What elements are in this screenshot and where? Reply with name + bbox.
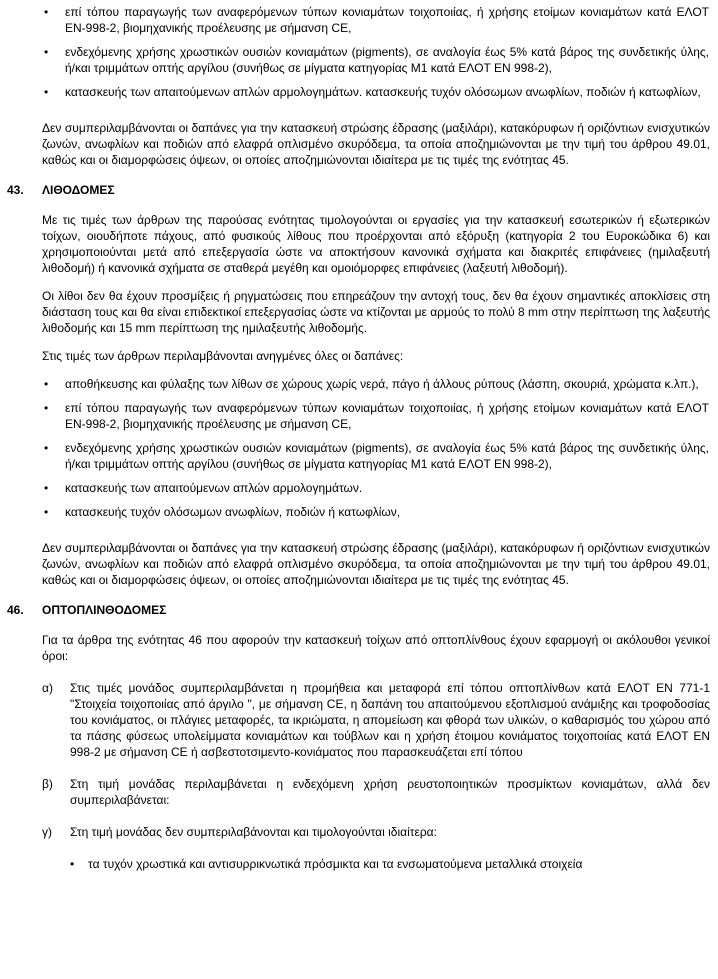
list-item-text: επί τόπου παραγωγής των αναφερόμενων τύπων κονιαμάτων τοιχοποιίας, ή χρήσης ετοίμων κονιαμάτων κατά ΕΛΟΤ ΕΝ-998-2, βιομηχανικής προέλευσης με σήμανση CE, bbox=[65, 401, 709, 431]
list-item bbox=[0, 440, 709, 472]
bullet-icon: • bbox=[44, 401, 49, 415]
list-item bbox=[0, 504, 709, 520]
exclusion-paragraph: Δεν συμπεριλαμβάνονται οι δαπάνες για την κατασκευή στρώσης έδρασης (μαξιλάρι), κατακόρυφων ή οριζόντιων ενισχυτικών ζωνών, ανωφλίων και ποδιών από ελαφρά οπλισμένο σκυρόδεμα, τα οποία αποζημιώνονται με την τιμή του άρθρου 49.01, καθώς και οι διαμορφώσεις όψεων, οι οποίες αποζημιώνονται ιδιαίτερα με τις τιμές της ενότητας 45. bbox=[42, 121, 710, 167]
paragraph: Για τα άρθρα της ενότητας 46 που αφορούν την κατασκευή τοίχων από οπτοπλίνθους έχουν εφαρμογή οι ακόλουθοι γενικοί όροι: bbox=[42, 633, 710, 663]
bullet-icon: • bbox=[44, 5, 49, 19]
list-item bbox=[0, 4, 709, 36]
bullet-icon: • bbox=[44, 377, 49, 391]
paragraph: Με τις τιμές των άρθρων της παρούσας ενότητας τιμολογούνται οι εργασίες για την κατασκευή εσωτερικών ή εξωτερικών τοίχων, οιουδήποτε πάχους, από φυσικούς λίθους που προέρχονται από εξόρυξη (κατηγορία 2 του Ευροκώδικα 6) και χρησιμοποιούνται μετά από επεξεργασία ώστε να αποκτήσουν κανονικά σχήματα και διακριτές επιφάνειες (ημιλαξευτή λιθοδομή) ή κανονικά σχήματα σε σταθερά μεγέθη και ομοιόμορφες επιφάνειες (λαξευτή λιθοδομή). bbox=[42, 213, 710, 275]
list-item bbox=[0, 400, 709, 432]
item-letter: α) bbox=[42, 681, 53, 695]
list-item-text: ενδεχόμενης χρήσης χρωστικών ουσιών κονιαμάτων (pigments), σε αναλογία έως 5% κατά βάρος της συνδετικής ύλης, ή/και τριμμάτων οπτής αργίλου (συνήθως σε μίγματα κατηγορίας Μ1 κατά ΕΛΟΤ ΕΝ 998-2), bbox=[65, 45, 709, 75]
sub-list-item bbox=[0, 856, 710, 872]
list-item bbox=[0, 44, 709, 76]
list-item-text: ενδεχόμενης χρήσης χρωστικών ουσιών κονιαμάτων (pigments), σε αναλογία έως 5% κατά βάρος της συνδετικής ύλης, ή/και τριμμάτων οπτής αργίλου (συνήθως σε μίγματα κατηγορίας Μ1 κατά ΕΛΟΤ ΕΝ 998-2), bbox=[65, 441, 709, 471]
bullet-icon: • bbox=[70, 857, 75, 871]
bullet-icon: • bbox=[44, 481, 49, 495]
section-number: 43. bbox=[7, 183, 24, 197]
item-text: Στη τιμή μονάδας δεν συμπεριλαβάνονται και τιμολογούνται ιδιαίτερα: bbox=[70, 825, 437, 839]
bullet-icon: • bbox=[44, 45, 49, 59]
list-item-text: κατασκευής των απαιτούμενων απλών αρμολογημάτων. bbox=[65, 481, 363, 495]
bullet-icon: • bbox=[44, 441, 49, 455]
list-item-text: τα τυχόν χρωστικά και αντισυρρικνωτικά πρόσμικτα και τα ενσωματούμενα μεταλλικά στοιχεία bbox=[88, 857, 583, 871]
section-number: 46. bbox=[7, 603, 24, 617]
bullet-icon: • bbox=[44, 505, 49, 519]
list-item bbox=[0, 480, 709, 496]
bullet-icon: • bbox=[44, 85, 49, 99]
list-item bbox=[0, 84, 709, 100]
item-text: Στη τιμή μονάδας περιλαμβάνεται η ενδεχόμενη χρήση ρευστοποιητικών προσμίκτων κονιαμάτων, αλλά δεν συμπεριλαβάνεται: bbox=[70, 777, 710, 807]
general-term-item bbox=[0, 824, 710, 840]
list-item-text: επί τόπου παραγωγής των αναφερόμενων τύπων κονιαμάτων τοιχοποιίας, ή χρήσης ετοίμων κονιαμάτων κατά ΕΛΟΤ ΕΝ-998-2, βιομηχανικής προέλευσης με σήμανση CE, bbox=[65, 5, 709, 35]
list-item-text: κατασκευής των απαιτούμενων απλών αρμολογημάτων. κατασκευής τυχόν ολόσωμων ανωφλίων, ποδιών ή κατωφλίων, bbox=[65, 85, 701, 99]
section-heading-43 bbox=[0, 182, 718, 198]
section-heading-46 bbox=[0, 602, 718, 618]
list-item-text: κατασκευής τυχόν ολόσωμων ανωφλίων, ποδιών ή κατωφλίων, bbox=[65, 505, 401, 519]
paragraph: Οι λίθοι δεν θα έχουν προσμίξεις ή ρηγματώσεις που επηρεάζουν την αντοχή τους, δεν θα έχουν σημαντικές αποκλίσεις στη διάσταση τους και θα είναι επιδεκτικοί επεξεργασίας ώστε να κτίζονται με αρμούς το πολύ 8 mm στην περίπτωση της λαξευτής λιθοδομής και 15 mm περίπτωση της ημιλαξευτής λιθοδομής. bbox=[42, 289, 711, 335]
item-letter: γ) bbox=[42, 825, 52, 839]
item-letter: β) bbox=[42, 777, 53, 791]
list-item-text: αποθήκευσης και φύλαξης των λίθων σε χώρους χωρίς νερά, πάγο ή άλλους ρύπους (λάσπη, σκουριά, χρώματα κ.λπ.), bbox=[65, 377, 699, 391]
section-title: ΟΠΤΟΠΛΙΝΘΟΔΟΜΕΣ bbox=[42, 603, 167, 617]
paragraph: Στις τιμές των άρθρων περιλαμβάνονται ανηγμένες όλες οι δαπάνες: bbox=[42, 349, 404, 363]
section-title: ΛΙΘΟΔΟΜΕΣ bbox=[42, 183, 115, 197]
general-term-item bbox=[0, 680, 710, 760]
exclusion-paragraph: Δεν συμπεριλαμβάνονται οι δαπάνες για την κατασκευή στρώσης έδρασης (μαξιλάρι), κατακόρυφων ή οριζόντιων ενισχυτικών ζωνών, ανωφλίων και ποδιών από ελαφρά οπλισμένο σκυρόδεμα, τα οποία αποζημιώνονται με την τιμή του άρθρου 49.01, καθώς και οι διαμορφώσεις όψεων, οι οποίες αποζημιώνονται ιδιαίτερα με τις τιμές της ενότητας 45. bbox=[42, 541, 710, 587]
general-term-item bbox=[0, 776, 710, 808]
list-item bbox=[0, 376, 709, 392]
item-text: Στις τιμές μονάδος συμπεριλαμβάνεται η προμήθεια και μεταφορά επί τόπου οπτοπλίνθων κατά ΕΛΟΤ ΕΝ 771-1 "Στοιχεία τοιχοποιίας από άργιλο ", με σήμανση CE, η δαπάνη του απαιτούμενου εξοπλισμού ανάμιξης και τροφοδοσίας του κονιάματος, οι πλάγιες μεταφορές, τα ικριώματα, η απομείωση και φθορά των υλικών, ο καθαρισμός του χώρου από τα πάσης φύσεως υπολείμματα κονιαμάτων και τούβλων και η χρήση έτοιμου κονιάματος τοιχοποιίας κατά ΕΛΟΤ ΕΝ 998-2 με σήμανση CE ή ασβεστοτσιμεντο-κονιάματος που παρασκευάζεται επί τόπου bbox=[70, 681, 710, 759]
